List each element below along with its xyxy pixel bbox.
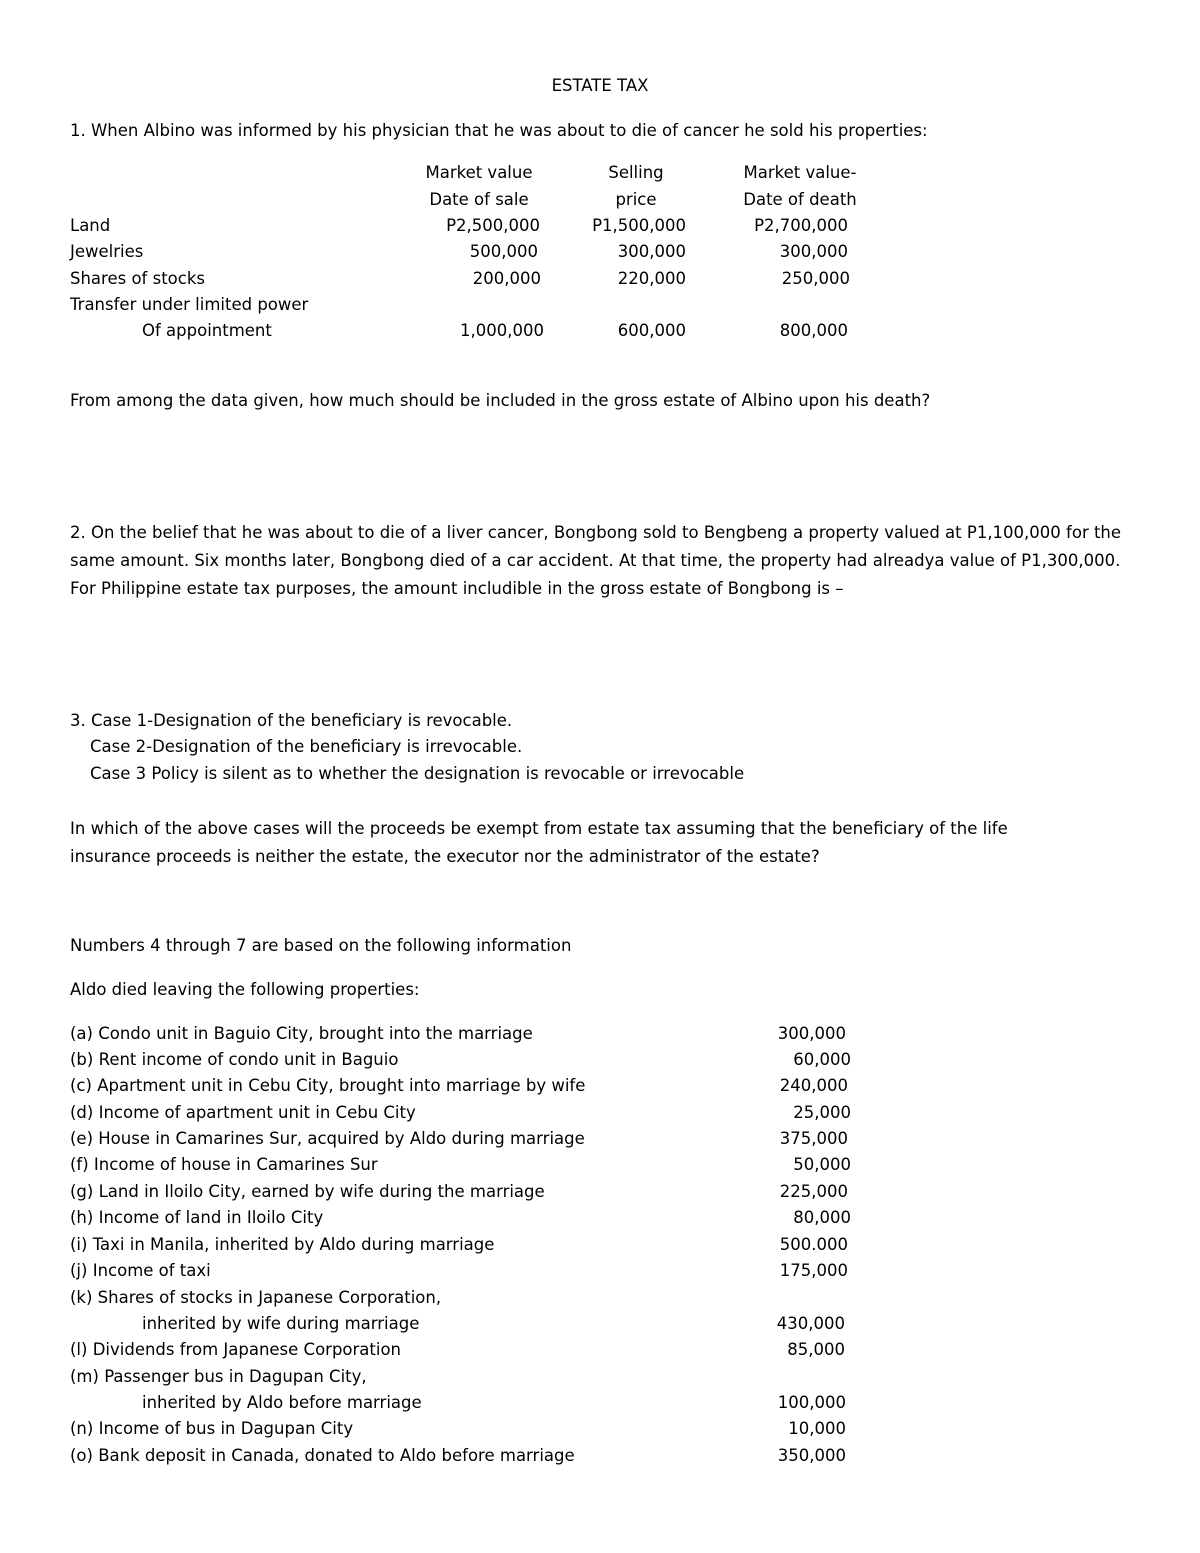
q1-header-selling: Selling — [608, 163, 664, 182]
property-label: (a) Condo unit in Baguio City, brought into the marriage — [70, 1024, 533, 1043]
list-item — [70, 1419, 860, 1439]
list-item — [70, 1182, 860, 1202]
page-title: ESTATE TAX — [551, 76, 649, 95]
list-item — [70, 1288, 860, 1308]
property-label: (f) Income of house in Camarines Sur — [70, 1155, 378, 1174]
q3-question: In which of the above cases will the proceeds be exempt from estate tax assuming that the beneficiary of the life insurance proceeds is neither the estate, the executor nor the administrator of the estate? — [70, 819, 1008, 866]
property-amount: 375,000 — [779, 1129, 848, 1148]
property-label: (d) Income of apartment unit in Cebu City — [70, 1103, 416, 1122]
list-item — [70, 1208, 860, 1228]
q1-row-value: 800,000 — [779, 321, 848, 340]
property-amount: 80,000 — [793, 1208, 851, 1227]
q1-header-market-value-death: Market value- — [743, 163, 857, 182]
list-item — [70, 1340, 860, 1360]
property-label: (j) Income of taxi — [70, 1261, 211, 1280]
property-label: (l) Dividends from Japanese Corporation — [70, 1340, 402, 1359]
q1-transfer-label: Transfer under limited power — [70, 295, 309, 314]
q1-row-label: Land — [70, 216, 111, 235]
list-item — [70, 1446, 860, 1466]
list-item — [70, 1367, 860, 1387]
list-item — [70, 1261, 860, 1281]
q1-row-label: Jewelries — [70, 242, 144, 261]
q3-case-1: 3. Case 1-Designation of the beneficiary is revocable. — [70, 711, 513, 730]
q1-row-value: 220,000 — [617, 269, 686, 288]
q1-row-value: 1,000,000 — [460, 321, 544, 340]
q1-intro: 1. When Albino was informed by his physician that he was about to die of cancer he sold his properties: — [70, 121, 928, 140]
property-label: (n) Income of bus in Dagupan City — [70, 1419, 354, 1438]
q4-7-intro: Numbers 4 through 7 are based on the following information — [70, 936, 572, 955]
property-amount: 85,000 — [787, 1340, 845, 1359]
property-amount: 300,000 — [777, 1024, 846, 1043]
list-item — [70, 1235, 860, 1255]
q1-row-value: P1,500,000 — [592, 216, 686, 235]
q1-header-date-of-death: Date of death — [743, 190, 857, 209]
q1-header-date-of-sale: Date of sale — [429, 190, 529, 209]
q1-row-value: 200,000 — [472, 269, 541, 288]
list-item — [70, 1155, 860, 1175]
property-label: (h) Income of land in Iloilo City — [70, 1208, 324, 1227]
q1-header-price: price — [615, 190, 657, 209]
property-label: (g) Land in Iloilo City, earned by wife during the marriage — [70, 1182, 545, 1201]
property-label: (b) Rent income of condo unit in Baguio — [70, 1050, 399, 1069]
q1-row-value: 600,000 — [617, 321, 686, 340]
property-amount: 350,000 — [777, 1446, 846, 1465]
property-amount: 430,000 — [776, 1314, 845, 1333]
property-amount: 10,000 — [788, 1419, 846, 1438]
property-amount: 100,000 — [777, 1393, 846, 1412]
property-amount: 50,000 — [793, 1155, 851, 1174]
q3-case-2: Case 2-Designation of the beneficiary is irrevocable. — [90, 737, 523, 756]
q1-row-label: Of appointment — [142, 321, 272, 340]
q1-row-value: P2,700,000 — [754, 216, 848, 235]
q1-row-value: P2,500,000 — [446, 216, 540, 235]
q1-header-market-value: Market value — [425, 163, 533, 182]
property-amount: 175,000 — [779, 1261, 848, 1280]
property-amount: 500.000 — [779, 1235, 848, 1254]
list-item — [70, 1050, 860, 1070]
q1-row-value: 500,000 — [469, 242, 538, 261]
list-item — [70, 1024, 860, 1044]
list-item — [70, 1314, 860, 1334]
q2-text: 2. On the belief that he was about to die of a liver cancer, Bongbong sold to Bengbeng a property valued at P1,100,000 for the same amount. Six months later, Bongbong died of a car accident. At that time, the property had alreadya value of P1,300,000. For Philippine estate tax purposes, the amount includible in the gross estate of Bongbong is – — [70, 523, 1122, 598]
property-amount: 25,000 — [793, 1103, 851, 1122]
property-label: (o) Bank deposit in Canada, donated to Aldo before marriage — [70, 1446, 575, 1465]
property-label: inherited by Aldo before marriage — [142, 1393, 422, 1412]
property-amount: 225,000 — [779, 1182, 848, 1201]
q1-row-value: 300,000 — [617, 242, 686, 261]
list-item — [70, 1076, 860, 1096]
q1-question: From among the data given, how much should be included in the gross estate of Albino upon his death? — [70, 391, 931, 410]
list-item — [70, 1129, 860, 1149]
q4-7-lead: Aldo died leaving the following properties: — [70, 980, 420, 999]
property-label: (m) Passenger bus in Dagupan City, — [70, 1367, 367, 1386]
list-item — [70, 1103, 860, 1123]
q1-row-value: 300,000 — [779, 242, 848, 261]
q3-case-3: Case 3 Policy is silent as to whether the designation is revocable or irrevocable — [90, 764, 745, 783]
property-label: (k) Shares of stocks in Japanese Corporation, — [70, 1288, 442, 1307]
property-label: (e) House in Camarines Sur, acquired by Aldo during marriage — [70, 1129, 585, 1148]
property-amount: 240,000 — [779, 1076, 848, 1095]
q1-row-value: 250,000 — [781, 269, 850, 288]
property-label: (c) Apartment unit in Cebu City, brought into marriage by wife — [70, 1076, 586, 1095]
list-item — [70, 1393, 860, 1413]
property-label: inherited by wife during marriage — [142, 1314, 420, 1333]
property-label: (i) Taxi in Manila, inherited by Aldo during marriage — [70, 1235, 495, 1254]
property-amount: 60,000 — [793, 1050, 851, 1069]
q1-row-label: Shares of stocks — [70, 269, 205, 288]
